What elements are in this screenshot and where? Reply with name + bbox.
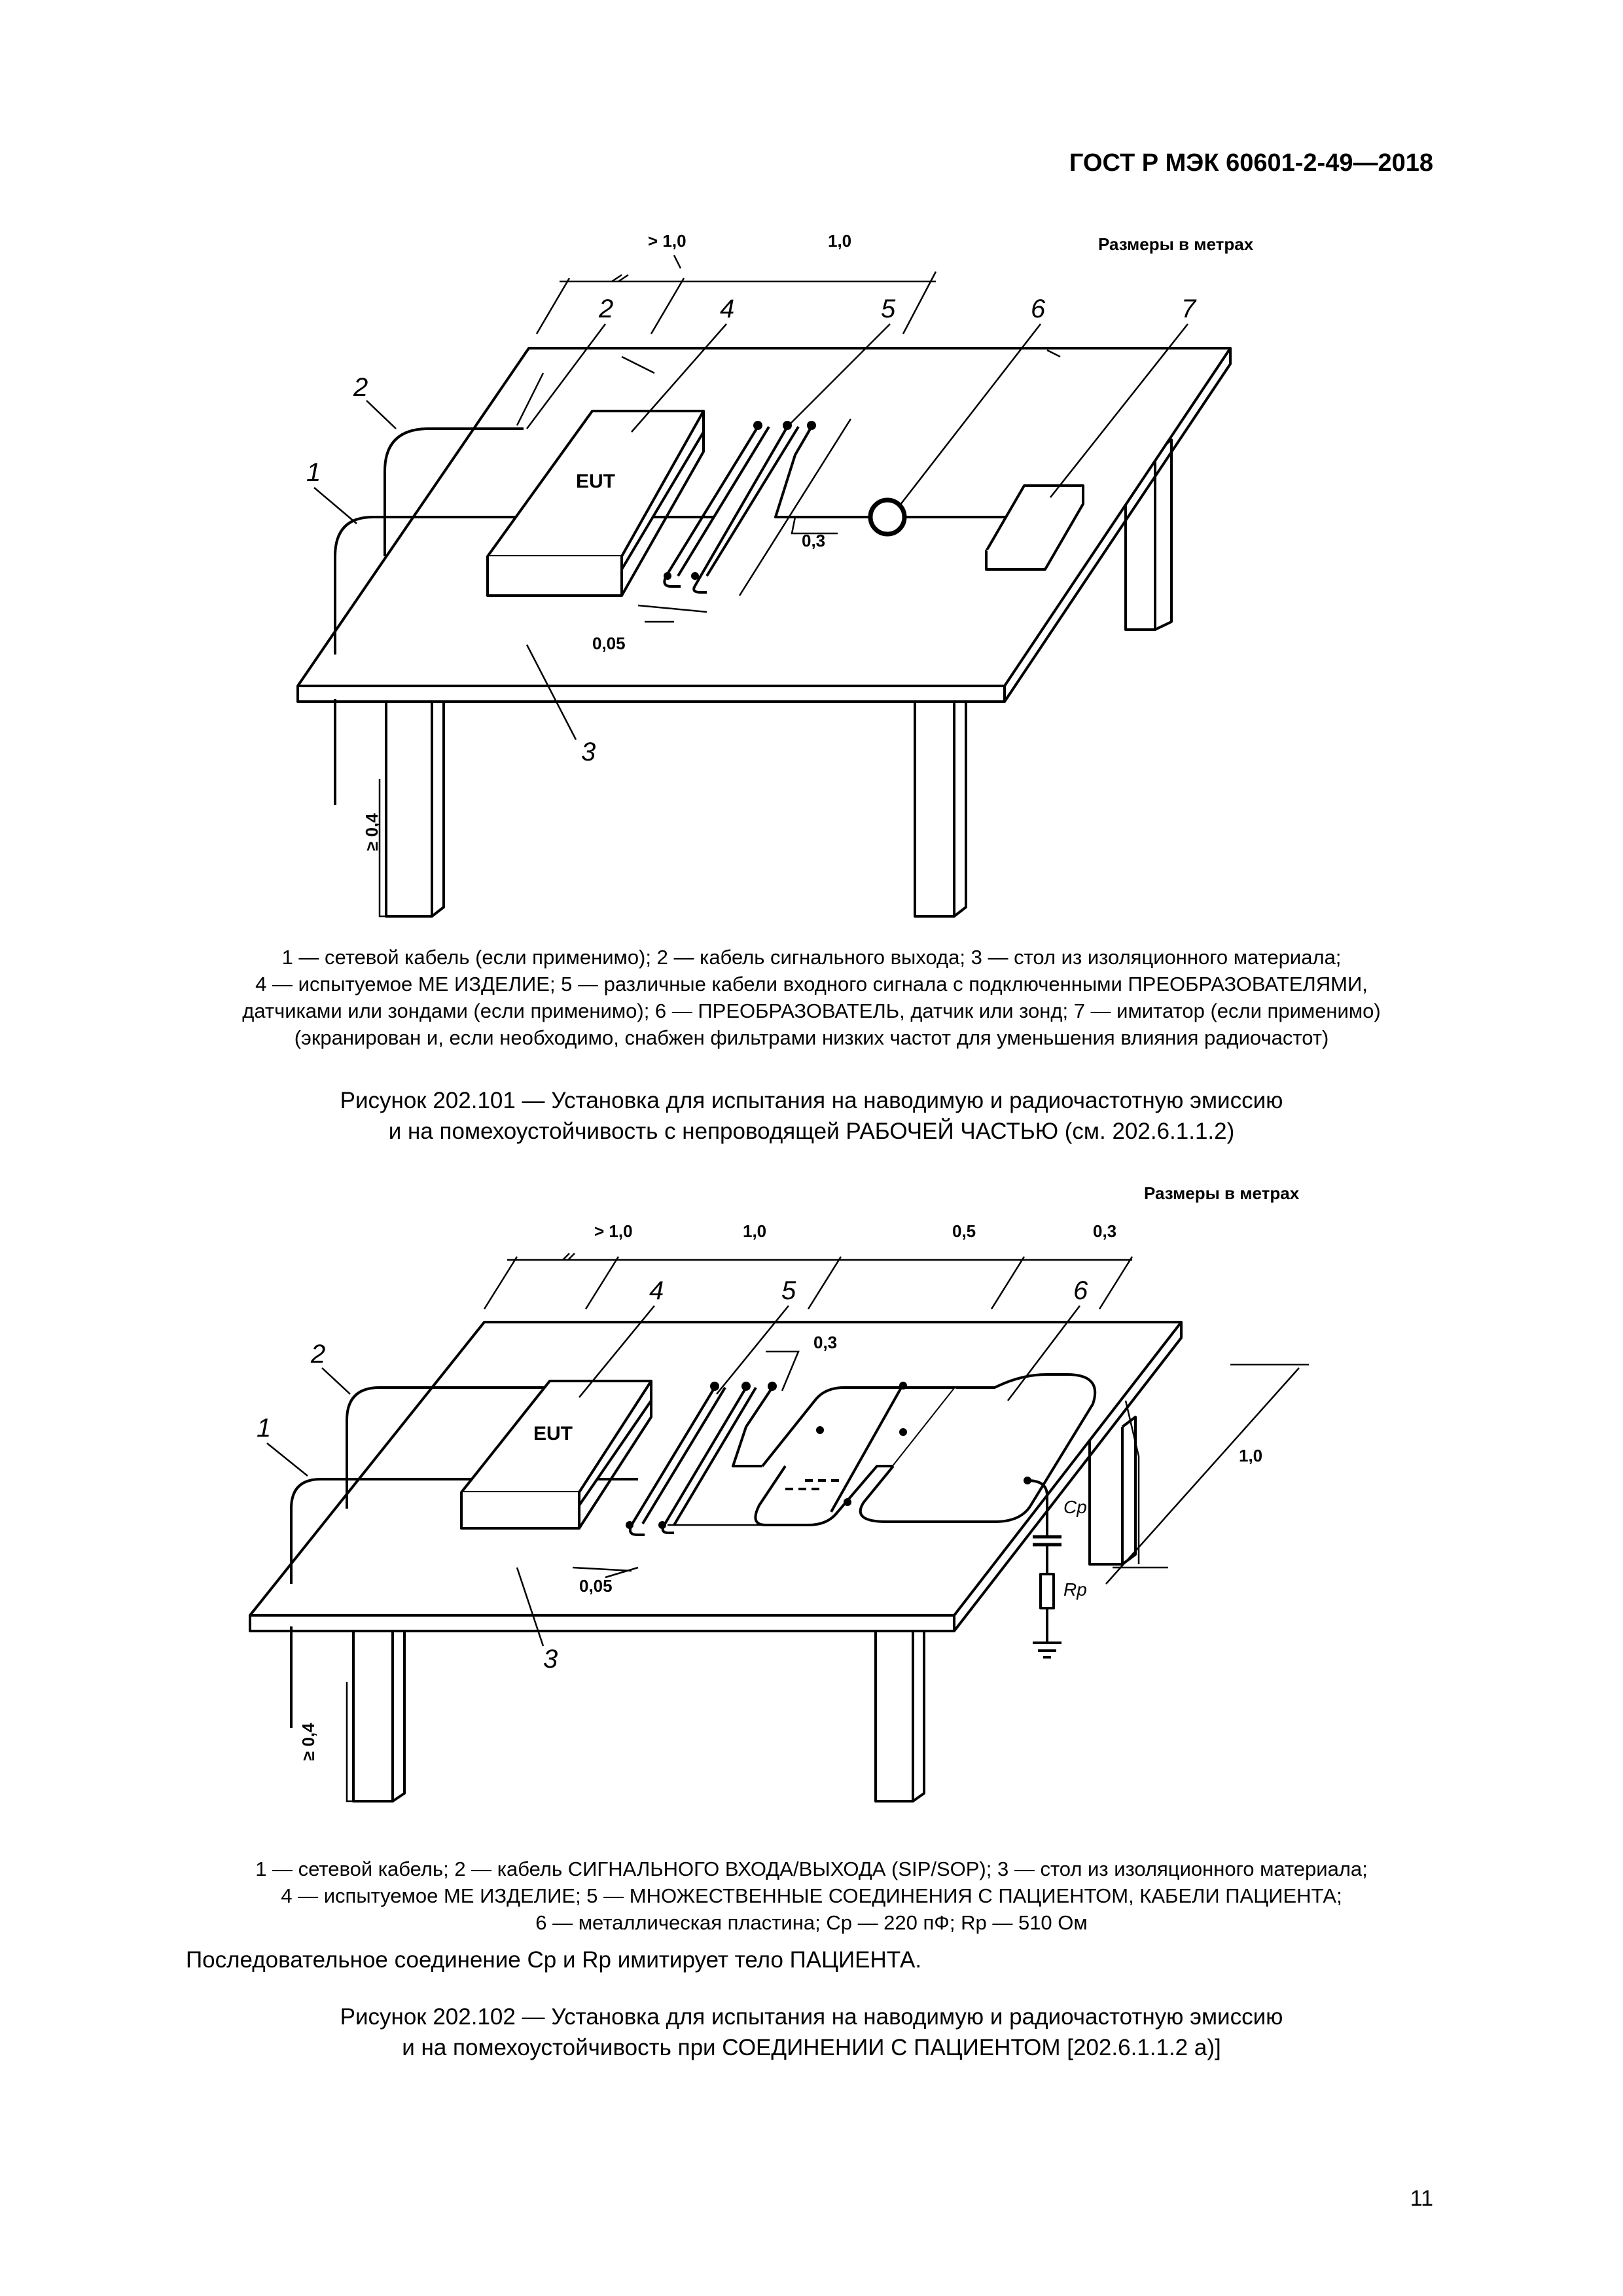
callout-1: 1 [306,458,321,487]
connector-dot [753,421,762,430]
callout-7: 7 [1181,295,1196,323]
callout-4-2: 4 [649,1276,664,1305]
dim-03: 0,3 [802,531,826,550]
table-leg-front-left [386,702,432,916]
table-leg-back-right-side [1155,440,1171,630]
eut-box-front [488,556,622,596]
callout-6: 6 [1031,295,1046,323]
table-leg-front-left-side [432,702,444,916]
dim-03-plate: 0,3 [813,1333,838,1352]
table-leg-front-right-side [954,702,966,916]
caption-line: и на помехоустойчивость при СОЕДИНЕНИИ С ПАЦИЕНТОМ [202.6.1.1.2 а)] [402,2035,1221,2060]
dim-04-2: ≥ 0,4 [298,1723,318,1761]
dim-gt1-2: > 1,0 [594,1221,633,1241]
legend-line: 1 — сетевой кабель (если применимо); 2 — кабель сигнального выхода; 3 — стол из изоляционного материала; [281,946,1342,969]
caption-line: Рисунок 202.101 — Установка для испытания на наводимую и радиочастотную эмиссию [340,1088,1283,1113]
figure-1-drawing [0,203,1623,929]
callout-4: 4 [720,295,735,323]
page-number: 11 [1410,2186,1433,2211]
callout-2-left: 2 [353,373,368,402]
connector-dot [691,572,699,580]
callout-3-2: 3 [543,1645,558,1674]
callout-2-2: 2 [311,1340,326,1369]
connector-dot [664,572,671,580]
caption-line: Рисунок 202.102 — Установка для испытания на наводимую и радиочастотную эмиссию [340,2004,1283,2030]
callout-1-2: 1 [257,1414,272,1443]
caption-figure-2 [131,2001,1492,2063]
callout-6-2: 6 [1073,1276,1088,1305]
connector-dot [807,421,816,430]
dim-005: 0,05 [592,634,626,653]
callout-5: 5 [881,295,896,323]
legend-line: 4 — испытуемое МЕ ИЗДЕЛИЕ; 5 — различные кабели входного сигнала с подключенными ПРЕОБРАЗОВАТЕЛЯМИ, [255,973,1368,996]
callout-3: 3 [581,738,596,766]
table-edge-front [298,686,1005,702]
dim-1: 1,0 [828,231,852,251]
series-connection-note: Последовательное соединение Cp и Rp имитирует тело ПАЦИЕНТА. [186,1947,922,1973]
dim-005-2: 0,05 [579,1576,613,1596]
units-note-2: Размеры в метрах [1144,1183,1300,1203]
callout-5-2: 5 [781,1276,796,1305]
table-leg-front-right [915,702,954,916]
legend-line: (экранирован и, если необходимо, снабжен фильтрами низких частот для уменьшения влияния радиочастот) [294,1026,1329,1049]
legend-line: 4 — испытуемое МЕ ИЗДЕЛИЕ; 5 — МНОЖЕСТВЕННЫЕ СОЕДИНЕНИЯ С ПАЦИЕНТОМ, КАБЕЛИ ПАЦИЕНТА; [281,1884,1342,1907]
legend-line: 1 — сетевой кабель; 2 — кабель СИГНАЛЬНОГО ВХОДА/ВЫХОДА (SIP/SOP); 3 — стол из изоляционного материала; [255,1857,1368,1880]
rp-label: Rp [1063,1579,1087,1600]
dim-05: 0,5 [952,1221,976,1241]
dim-1-2: 1,0 [743,1221,767,1241]
transducer-ring [870,500,904,534]
callout-2-top: 2 [599,295,614,323]
connector-dot [783,421,792,430]
legend-figure-1 [131,944,1492,1051]
cp-label: Cp [1063,1497,1087,1517]
legend-figure-2 [131,1856,1492,1936]
standard-number: ГОСТ Р МЭК 60601-2-49—2018 [1069,149,1433,177]
dim-03-top: 0,3 [1093,1221,1117,1241]
dim-1-depth: 1,0 [1239,1446,1263,1465]
dim-gt1: > 1,0 [648,231,687,251]
caption-figure-1 [131,1085,1492,1147]
units-note-1: Размеры в метрах [1098,234,1254,254]
eut-label: EUT [576,471,615,492]
legend-line: 6 — металлическая пластина; Cp — 220 пФ; Rp — 510 Ом [535,1911,1088,1934]
figure-2-drawing [0,1172,1623,1839]
dim-04: ≥ 0,4 [362,813,382,851]
eut-label-2: EUT [533,1423,573,1444]
caption-line: и на помехоустойчивость с непроводящей РАБОЧЕЙ ЧАСТЬЮ (см. 202.6.1.1.2) [388,1119,1235,1144]
legend-line: датчиками или зондами (если применимо); 6 — ПРЕОБРАЗОВАТЕЛЬ, датчик или зонд; 7 — имитатор (если применимо) [242,999,1381,1022]
